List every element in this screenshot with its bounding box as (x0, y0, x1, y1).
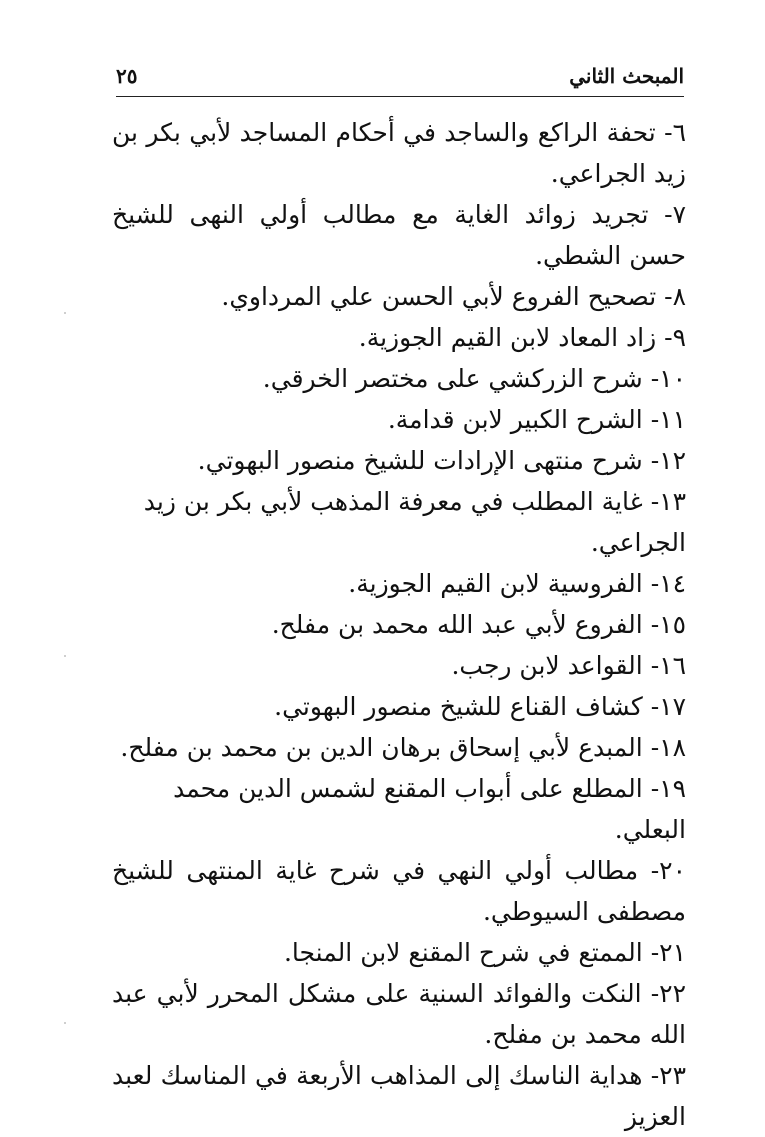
item-text: تحفة الراكع والساجد في أحكام المساجد لأبي بكر بن زيد الجراعي. (112, 118, 686, 188)
list-item (112, 1055, 686, 1137)
list-item (112, 358, 686, 399)
item-text: مطالب أولي النهي في شرح غاية المنتهى للشيخ مصطفى السيوطي. (112, 856, 686, 926)
item-text: تصحيح الفروع لأبي الحسن علي المرداوي. (221, 282, 657, 311)
item-text: غاية المطلب في معرفة المذهب لأبي بكر بن زيد الجراعي. (143, 487, 686, 557)
page-number: ٢٥ (116, 64, 138, 88)
item-text: شرح منتهى الإرادات للشيخ منصور البهوتي. (197, 446, 643, 475)
item-number: ٢٢- (650, 979, 687, 1008)
item-number: ١٤- (650, 569, 686, 598)
list-item (112, 112, 686, 194)
item-text: الممتع في شرح المقنع لابن المنجا. (283, 938, 643, 967)
list-item (112, 399, 686, 440)
reference-list (112, 112, 686, 1137)
item-number: ٢٣- (650, 1061, 686, 1090)
item-number: ٢١- (650, 938, 686, 967)
list-item (112, 768, 686, 850)
list-item (112, 932, 686, 973)
list-item (112, 317, 686, 358)
list-item (112, 645, 686, 686)
item-text: هداية الناسك إلى المذاهب الأربعة في المناسك لعبد العزيز (112, 1061, 686, 1131)
list-item (112, 440, 686, 481)
item-text: النكت والفوائد السنية على مشكل المحرر لأبي عبد الله محمد بن مفلح. (112, 979, 686, 1049)
item-number: ١٧- (650, 692, 686, 721)
item-number: ١٩- (650, 774, 686, 803)
list-item (112, 276, 686, 317)
list-item (112, 973, 686, 1055)
item-text: شرح الزركشي على مختصر الخرقي. (262, 364, 643, 393)
item-text: الفروسية لابن القيم الجوزية. (348, 569, 643, 598)
list-item (112, 604, 686, 645)
item-number: ١٠- (650, 364, 686, 393)
list-item (112, 850, 686, 932)
page-edge-mark (64, 312, 66, 314)
item-number: ٦- (664, 118, 686, 147)
item-number: ١٢- (650, 446, 686, 475)
item-text: المبدع لأبي إسحاق برهان الدين بن محمد بن مفلح. (120, 733, 643, 762)
item-number: ١٥- (650, 610, 686, 639)
item-number: ٧- (664, 200, 686, 229)
item-text: المطلع على أبواب المقنع لشمس الدين محمد البعلي. (173, 774, 686, 844)
list-item (112, 727, 686, 768)
item-number: ٢٠- (650, 856, 686, 885)
running-header (116, 62, 684, 97)
item-text: الشرح الكبير لابن قدامة. (387, 405, 643, 434)
item-number: ١٨- (650, 733, 686, 762)
item-text: القواعد لابن رجب. (451, 651, 643, 680)
item-text: تجريد زوائد الغاية مع مطالب أولي النهى للشيخ حسن الشطي. (112, 200, 686, 270)
section-title: المبحث الثاني (569, 64, 684, 88)
item-number: ٨- (664, 282, 686, 311)
item-text: زاد المعاد لابن القيم الجوزية. (358, 323, 657, 352)
item-number: ١٣- (650, 487, 686, 516)
item-text: الفروع لأبي عبد الله محمد بن مفلح. (271, 610, 643, 639)
list-item (112, 481, 686, 563)
list-item (112, 563, 686, 604)
page-edge-mark (64, 655, 66, 657)
list-item (112, 686, 686, 727)
item-number: ٩- (664, 323, 686, 352)
item-number: ١١- (650, 405, 686, 434)
page-edge-mark (64, 1022, 66, 1024)
item-number: ١٦- (650, 651, 686, 680)
list-item (112, 194, 686, 276)
item-text: كشاف القناع للشيخ منصور البهوتي. (274, 692, 643, 721)
